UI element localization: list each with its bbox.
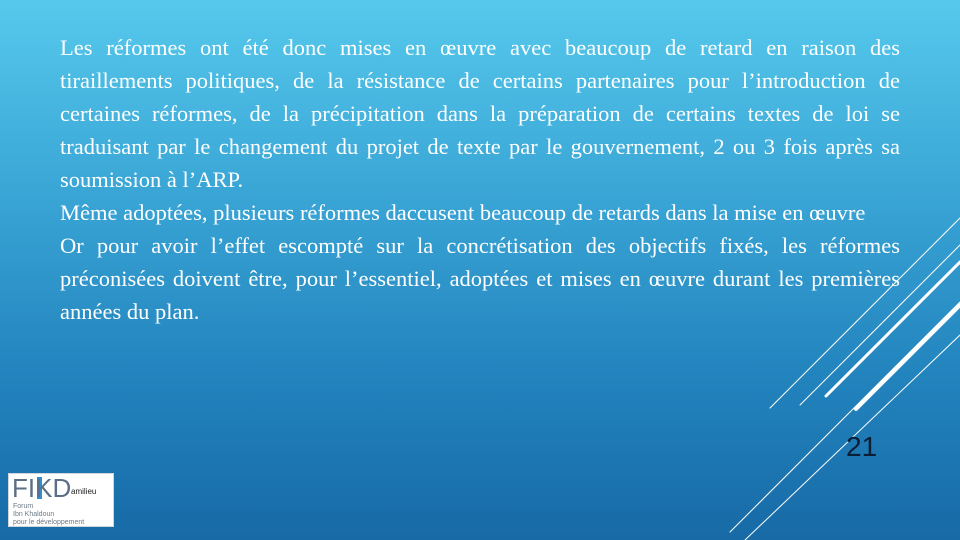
logo-extra-text: amilieu	[71, 487, 97, 496]
logo-subtext-line: Forum	[13, 503, 34, 510]
logo-letters: FIKD	[12, 473, 72, 503]
logo-subtext-line: pour le développement	[13, 519, 85, 526]
slide-body-text	[60, 31, 900, 328]
paragraph-3: Or pour avoir l’effet escompté sur la concrétisation des objectifs fixés, les réformes préconisées doivent être, pour l’essentiel, adoptées et mises en œuvre durant les premières années du plan.	[60, 233, 900, 324]
logo-subtext-line: Ibn Khaldoun	[13, 511, 55, 518]
paragraph-1: Les réformes ont été donc mises en œuvre avec beaucoup de retard en raison des tiraillements politiques, de la résistance de certains partenaires pour l’introduction de certaines réformes, de la précipitation dans la préparation de certains textes de loi se traduisant par le changement du projet de texte par le gouvernement, 2 ou 3 fois après sa soumission à l’ARP.	[60, 35, 900, 192]
slide-number: 21	[846, 431, 878, 462]
deco-line	[730, 302, 960, 532]
fikd-logo	[8, 473, 114, 527]
paragraph-2: Même adoptées, plusieurs réformes daccusent beaucoup de retards dans la mise en œuvre	[60, 200, 866, 225]
logo-subtext	[13, 503, 113, 527]
